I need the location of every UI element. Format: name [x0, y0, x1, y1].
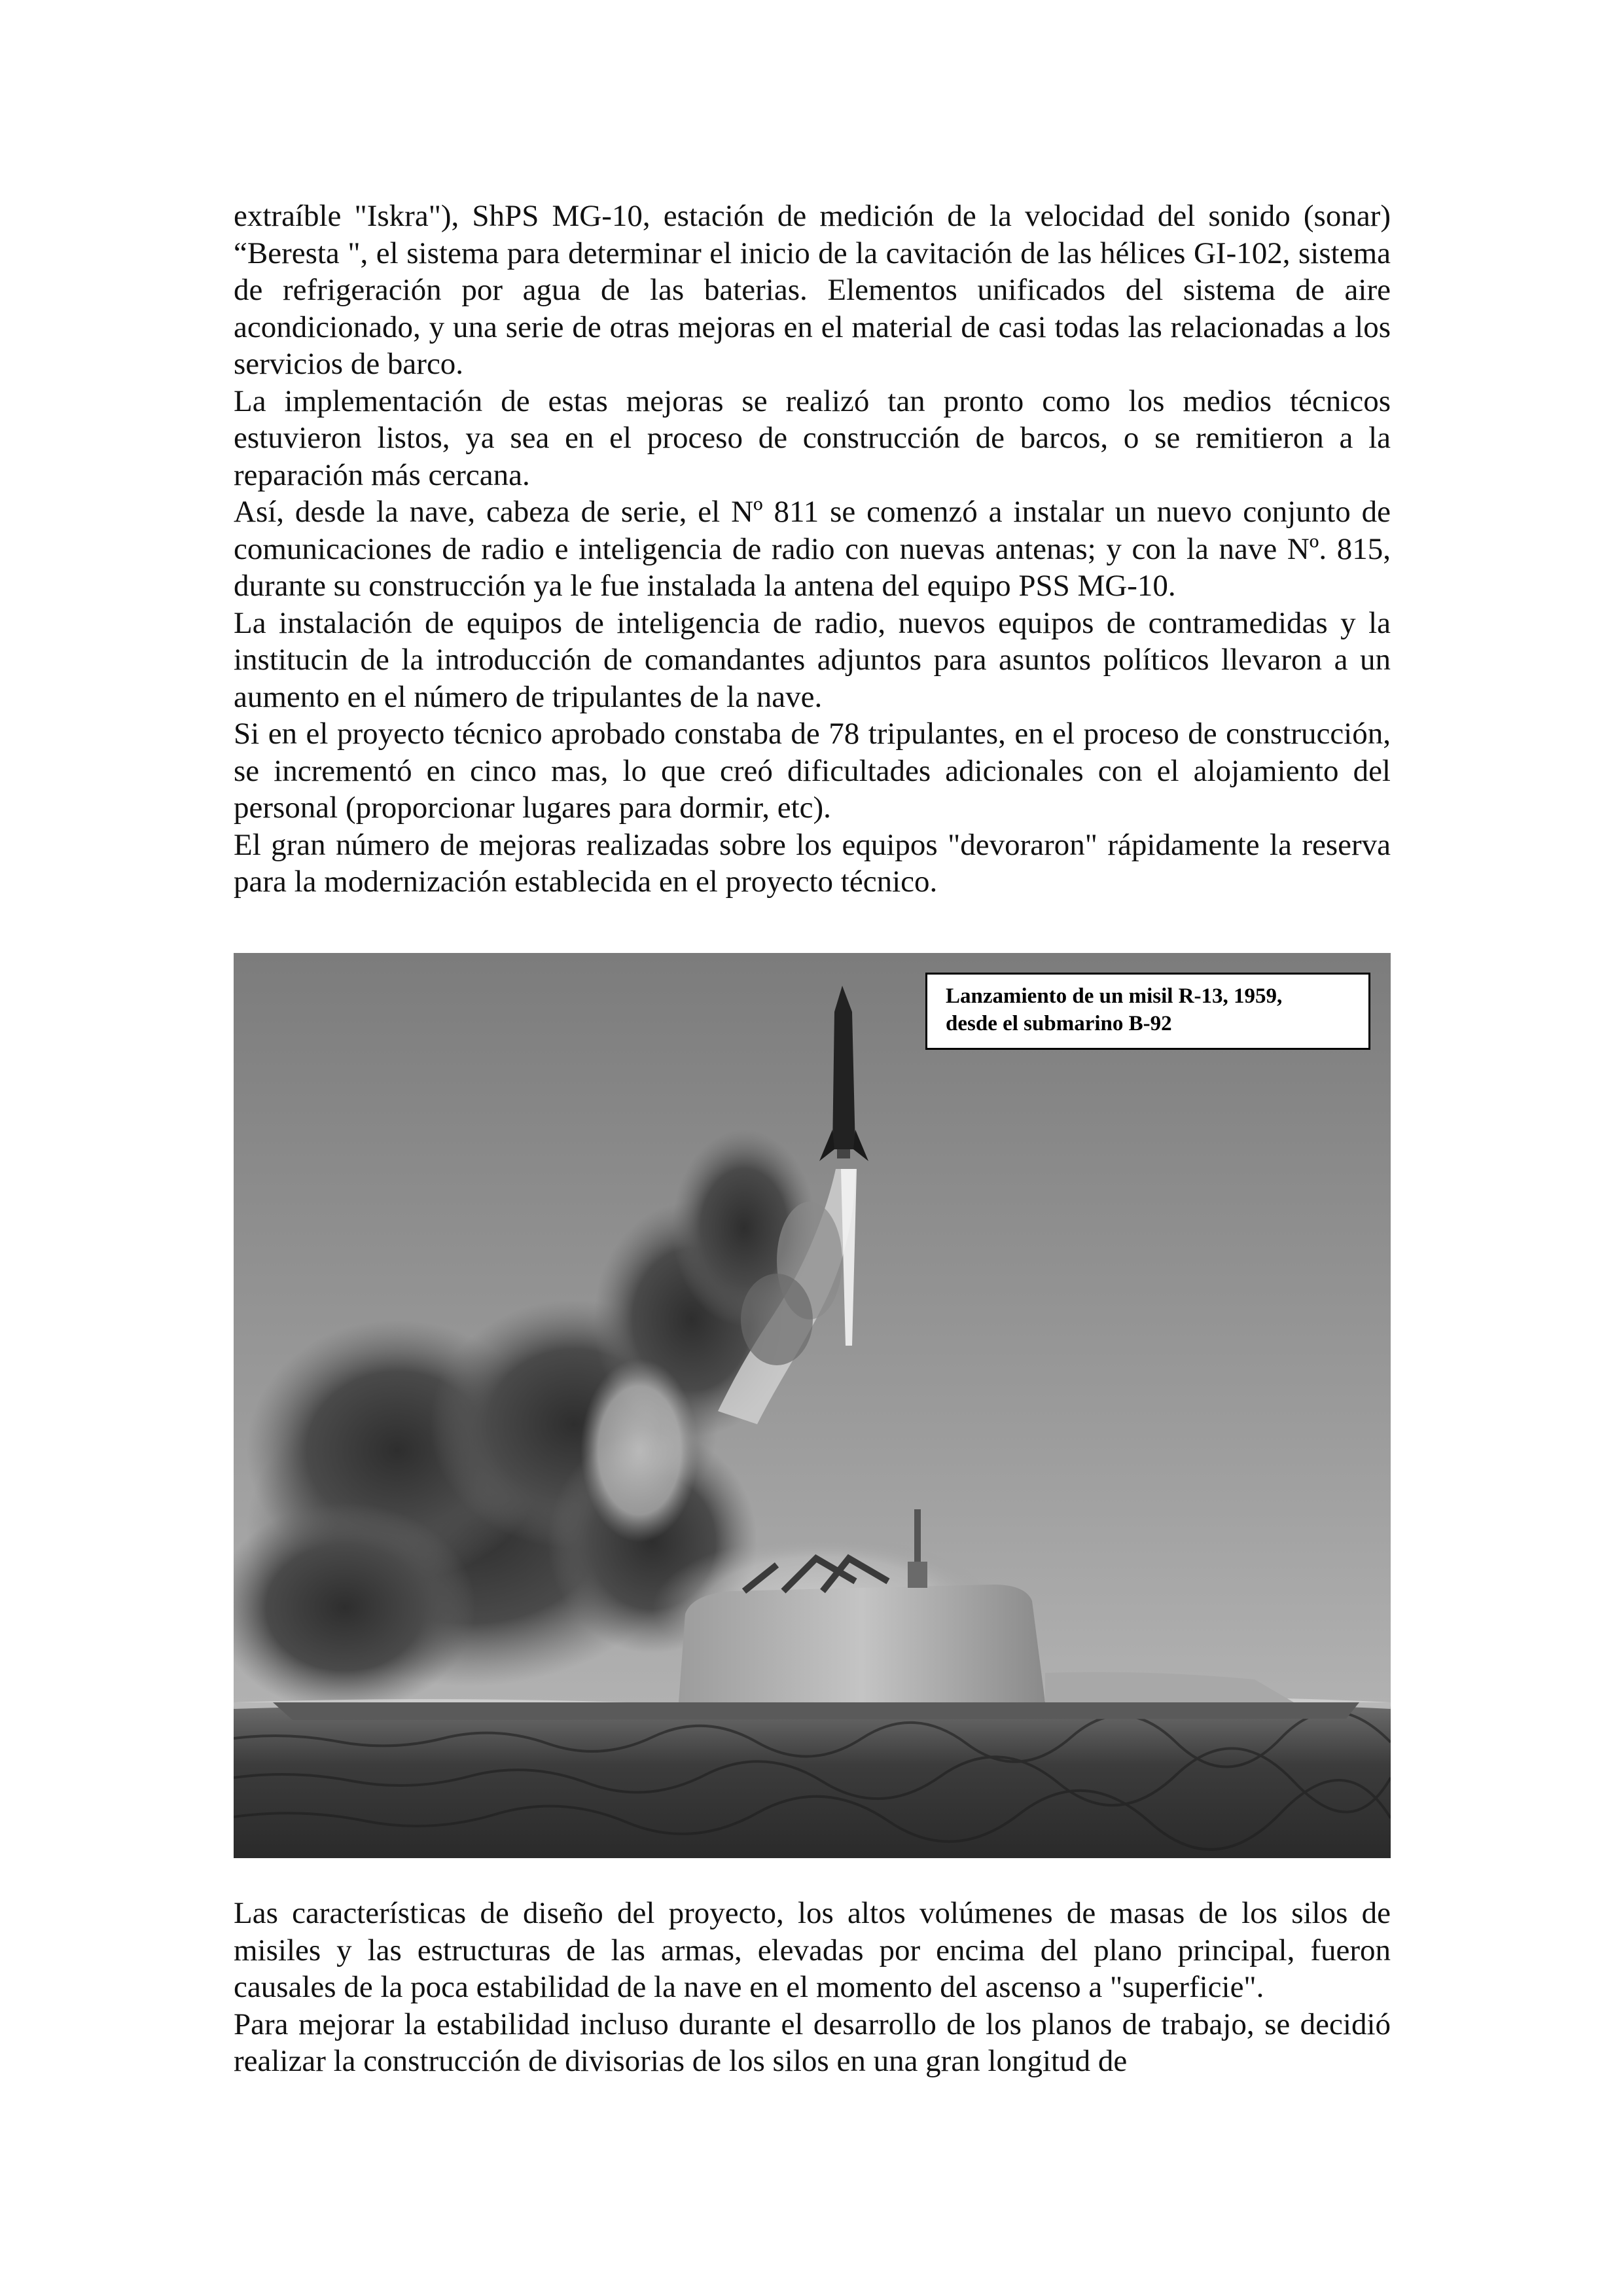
paragraph: Las características de diseño del proyecto, los altos volúmenes de masas de los silos de misiles y las estructuras de las armas, elevadas por encima del plano principal, fueron causales de la poca estabilidad de la nave en el momento del ascenso a "superficie".: [234, 1896, 1391, 2004]
photo-caption: [925, 973, 1370, 1050]
paragraph: La implementación de estas mejoras se realizó tan pronto como los medios técnicos estuvieron listos, ya sea en el proceso de construcción de barcos, o se remitieron a la reparación más cercana.: [234, 384, 1391, 492]
photo-illustration: [234, 953, 1391, 1858]
paragraph: Así, desde la nave, cabeza de serie, el Nº 811 se comenzó a instalar un nuevo conjunto de comunicaciones de radio e inteligencia de radio con nuevas antenas; y con la nave Nº. 815, durante su construcción ya le fue instalada la antena del equipo PSS MG-10.: [234, 495, 1391, 603]
bottom-text-block: [234, 1895, 1391, 2080]
paragraph: La instalación de equipos de inteligencia de radio, nuevos equipos de contramedidas y la institucin de la introducción de comandantes adjuntos para asuntos políticos llevaron a un aumento en el número de tripulantes de la nave.: [234, 605, 1391, 714]
paragraph: Si en el proyecto técnico aprobado constaba de 78 tripulantes, en el proceso de construcción, se incrementó en cinco mas, lo que creó dificultades adicionales con el alojamiento del personal (proporcionar lugares para dormir, etc).: [234, 717, 1391, 825]
paragraph: El gran número de mejoras realizadas sobre los equipos "devoraron" rápidamente la reserva para la modernización establecida en el proyecto técnico.: [234, 827, 1391, 899]
paragraph: Para mejorar la estabilidad incluso durante el desarrollo de los planos de trabajo, se decidió realizar la construcción de divisorias de los silos en una gran longitud de: [234, 2007, 1391, 2078]
sea-area: [234, 1702, 1391, 1858]
caption-line: Lanzamiento de un misil R-13, 1959,: [946, 984, 1283, 1008]
top-text-block: [234, 198, 1391, 901]
missile-launch-photo: [234, 953, 1391, 1858]
caption-line: desde el submarino B-92: [946, 1012, 1172, 1035]
paragraph: extraíble "Iskra"), ShPS MG-10, estación de medición de la velocidad del sonido (sonar) “Beresta ", el sistema para determinar el inicio de la cavitación de las hélices GI-102, sistema de refrigeración por agua de las baterias. Elementos unificados del sistema de aire acondicionado, y una serie de otras mejoras en el material de casi todas las relacionadas a los servicios de barco.: [234, 199, 1391, 381]
